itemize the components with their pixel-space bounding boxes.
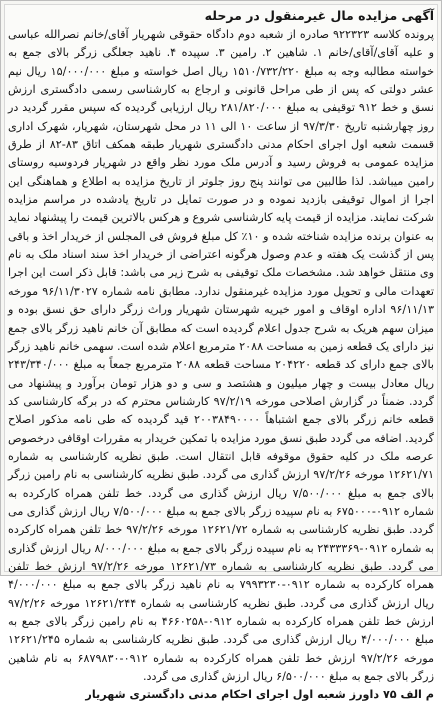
notice-body: پرونده کلاسه ۹۲۲۳۲۳ صادره از شعبه دوم دادگاه حقوقی شهریار آقای/خانم نصرالله عباسی و علیه آقای/آقای/خانم ۱. شاهین ۲. رامین ۳. سپیده ۴. ناهید جعلگی زرگر بالای جمع به خواسته مطالبه وجه به مبلغ ۱۵۱۰/۷۳۲/۲۲۰ ریال اصل خواسته و مبلغ ۱۵/۰۰۰/۰۰۰ ریال نیم عشر دولتی که پس از طی مراحل قانونی و ارجاع به کارشناسی رسمی دادگستری ارزش نسق و خط ۹۱۲ توقیفی به مبلغ ۲۸۱/۸۲۰/۰۰۰ ریال ارزیابی گردیده که سپس مقرر گردید در روز چهارشنبه تاریخ ۹۷/۳/۳۰ از ساعت ۱۰ الی ۱۱ در محل شهرستان، شهریار، شهرک اداری قسمت شعبه اول اجرای احکام مدنی دادگستری شهریار طبقه همکف اتاق ۸۳-۸۲ از طرق مزایده عمومی به فروش رسید و آدرس ملک مورد نظر واقع در شهریار فردوسیه روستای رامین میباشد. لذا طالبین می توانند پنج روز جلوتر از تاریخ مزایده به اطلاع و هماهنگی این اجرا از اموال توقیفی بازدید نموده و در صورت تمایل در تاریخ یادشده در مراسم مزایده شرکت نمایند. مزایده از قیمت پایه کارشناسی شروع و هرکس بالاترین قیمت را پیشنهاد نماید به عنوان برنده مزایده شناخته شده و ۱۰٪ کل مبلغ فروش فی المجلس از خریدار اخذ و باقی پس از گذشت یک هفته و عدم وصول هرگونه اعتراضی از خریدار اخذ سند اسناد ملک به نام وی منتقل خواهد شد. مشخصات ملک توقیفی به شرح زیر می باشد: قابل ذکر است این اجرا تعهدات مالی و تحویل مورد مزایده غیرمنقول ندارد. مطابق نامه شماره ۹۶/۱۱/۳۰۲۷ مورخه ۹۶/۱۱/۱۳ اداره اوقاف و امور خیریه شهرستان شهریار وراث زرگر دارای حق نسق بوده و میزان سهم هریک به شرح جدول اعلام گردیده است که مطابق آن خانم ناهید زرگر بالای جمع نیز دارای یک قطعه زمین به مساحت ۲۰۸۸ مترمربع اعلام شده است. سهمی خانم ناهید زرگر بالای جمع دارای کد قطعه ۲۰۴۲۲۰ مساحت قطعه ۲۰۸۸ مترمربع جمعاً به مبلغ ۲۴۳/۳۴۰/۰۰۰ ریال معادل بیست و چهار میلیون و هشتصد و سی و دو هزار تومان برآورد و پیشنهاد می گردد. ضمناً در گزارش اصلاحی مورخه ۹۷/۲/۱۹ کارشناس محترم که در برگه کارشناسی کد قطعه خانم زرگر بالای جمع اشتباهاً ۲۰۰۳۸۴۹۰۰۰۰ قید گردیده که طی نامه مذکور اصلاح گردید. اضافه می گردد طبق نسق مورد مزایده با تمکین خریدار به مقررات اوقافی درخصوص عرصه ملک در کلیه حقوق موقوفه قابل انتقال است. طبق نظریه کارشناسی به شماره ۱۲۶۲۱/۷۱ مورخه ۹۷/۲/۲۶ ارزش گذاری می گردد. طبق نظریه کارشناسی به نام رامین زرگر بالای جمع به مبلغ ۷/۵۰۰/۰۰۰ ریال ارزش گذاری می گردد. خط تلفن همراه کارکرده به شماره ۰۹۱۲-۶۷۵۰۰۰ به نام سپیده زرگر بالای جمع به مبلغ ۷/۵۰۰/۰۰۰ ریال ارزش گذاری می گردد. طبق نظریه کارشناسی به شماره ۱۲۶۲۱/۷۲ مورخه ۹۷/۲/۲۶ خط تلفن همراه کارکرده به شماره ۰۹۱۲-۲۴۳۳۳۶۹ به نام سپیده زرگر بالای جمع به مبلغ ۸/۰۰۰/۰۰۰ ریال ارزش گذاری می گردد. طبق نظریه کارشناسی به شماره ۱۲۶۲۱/۷۳ مورخه ۹۷/۲/۲۶ ارزش خط تلفن همراه کارکرده به شماره ۰۹۱۲-۷۹۹۳۲۳۰ به نام ناهید زرگر بالای جمع به مبلغ ۴/۰۰۰/۰۰۰ ریال ارزش گذاری می گردد. طبق نظریه کارشناسی به شماره ۱۲۶۲۱/۲۴۴ مورخه ۹۷/۲/۲۶ ارزش خط تلفن همراه کارکرده به شماره ۰۹۱۲-۴۶۶۰۲۵۸ به نام رامین زرگر بالای جمع به مبلغ ۴/۰۰۰/۰۰۰ ریال ارزش گذاری می گردد. طبق نظریه کارشناسی به شماره ۱۲۶۲۱/۲۴۵ مورخه ۹۷/۲/۲۶ ارزش خط تلفن همراه کارکرده به شماره ۰۹۱۲-۶۸۷۹۸۳۰ به نام شاهین زرگر بالای جمع به مبلغ ۶/۵۰۰/۰۰۰ ریال ارزش گذاری می گردد.: [8, 28, 435, 684]
notice-title: آگهی مزایده مال غیرمنقول در مرحله: [204, 8, 434, 23]
notice-content: [8, 8, 435, 702]
notice-footer: م الف ۷۵ داورز شعبه اول اجرای احکام مدنی دادگستری شهریار: [85, 688, 434, 702]
